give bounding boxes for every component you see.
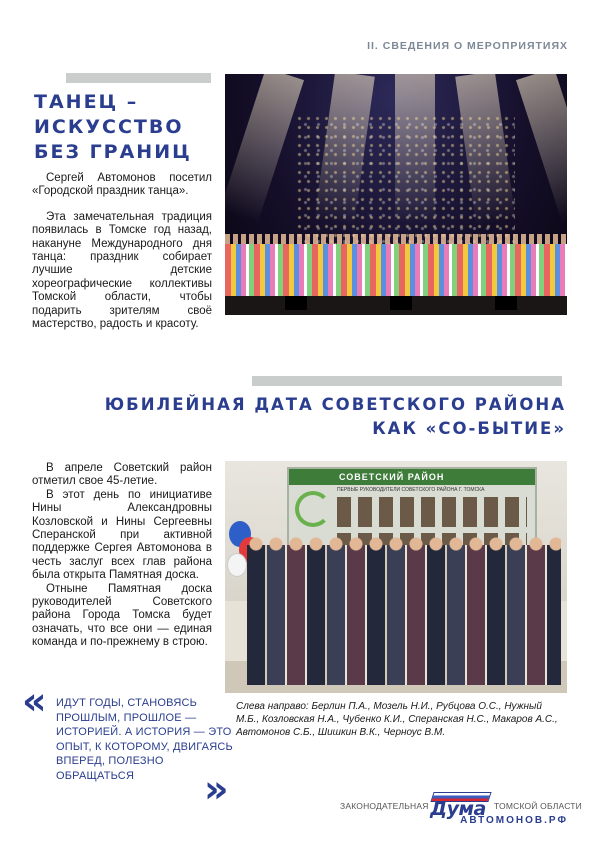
article-title (96, 393, 566, 441)
footer-url[interactable]: АВТОМОНОВ.РФ (460, 815, 568, 826)
article-body (32, 462, 212, 650)
title-line: КАК «СО-БЫТИЕ» (372, 419, 566, 438)
article-title: ТАНЕЦ – ИСКУССТВО БЕЗ ГРАНИЦ (34, 91, 192, 163)
people-group (247, 545, 561, 685)
paragraph: Сергей Автомонов посетил «Городской праздник танца». (32, 172, 212, 198)
decorative-bar (252, 376, 562, 386)
dance-performance-photo (225, 74, 567, 315)
footer-text-right: ТОМСКОЙ ОБЛАСТИ (494, 801, 582, 811)
board-subtitle: ПЕРВЫЕ РУКОВОДИТЕЛИ СОВЕТСКОГО РАЙОНА Г. ТОМСКА (337, 487, 485, 493)
paragraph: В апреле Советский район отметил свое 45-летие. (32, 462, 212, 488)
article-body (32, 172, 212, 331)
photo-caption: Слева направо: Берлин П.А., Мозель Н.И., Рубцова О.С., Нужный М.Б., Козловская Н.А., Чубенко К.И., Сперанская Н.С., Макаров А.С., Автомонов С.Б., Шишкин В.К., Черноус В.М. (236, 701, 558, 738)
quote-close-mark: » (204, 767, 229, 811)
district-logo-icon (295, 491, 331, 527)
paragraph: В этот день по инициативе Нины Александровны Козловской и Нины Сергеевны Сперанской при активной поддержке Сергея Автомонова в честь заслуг всех глав района была открыта Памятная доска. (32, 488, 212, 582)
footer-text-left: ЗАКОНОДАТЕЛЬНАЯ (340, 801, 429, 811)
section-header: II. СВЕДЕНИЯ О МЕРОПРИЯТИЯХ (367, 40, 568, 52)
group-photo (225, 461, 567, 693)
paragraph: Эта замечательная традиция появилась в Томске год назад, накануне Международного дня танца: праздник собирает лучшие детские хореографические коллективы Томской области, чтобы подарить зрителям своё мастерство, радость и красоту. (32, 210, 212, 331)
pull-quote: ИДУТ ГОДЫ, СТАНОВЯСЬ ПРОШЛЫМ, ПРОШЛОЕ — ИСТОРИЕЙ. А ИСТОРИЯ — ЭТО ОПЫТ, К КОТОРОМУ, ДВИГАЯСЬ ВПЕРЕД, ПОЛЕЗНО ОБРАЩАТЬСЯ (56, 697, 233, 782)
board-title: СОВЕТСКИЙ РАЙОН (289, 469, 535, 485)
logo-text: Дума (430, 798, 486, 820)
title-line: ЮБИЛЕЙНАЯ ДАТА СОВЕТСКОГО РАЙОНА (104, 395, 566, 414)
decorative-bar (66, 73, 211, 83)
quote-open-mark: « (22, 679, 47, 723)
paragraph: Отныне Памятная доска руководителей Советского района Города Томска будет означать, что все они — единая команда и по-прежнему в строю. (32, 582, 212, 649)
